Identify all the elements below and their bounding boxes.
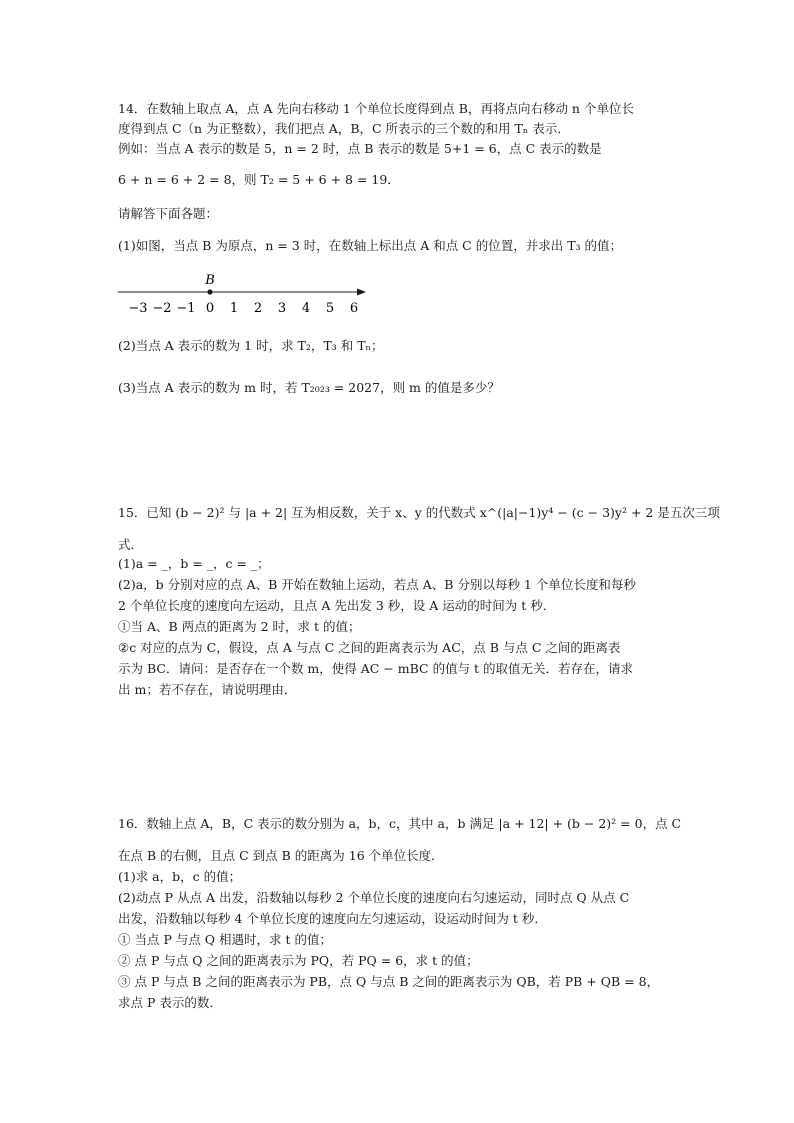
tick-label: 5 bbox=[325, 301, 335, 316]
number-line-figure bbox=[118, 272, 378, 322]
q15-line-9: 出 m；若不存在，请说明理由． bbox=[118, 682, 297, 697]
q14-line-4: 6 + n = 6 + 2 = 8，则 T₂ = 5 + 6 + 8 = 19． bbox=[118, 172, 400, 187]
q15-line-8: 示为 BC．请问：是否存在一个数 m，使得 AC − mBC 的值与 t 的取值无关．若存在，请求 bbox=[118, 661, 634, 676]
point-b-label: B bbox=[205, 273, 215, 288]
q15-line-5: 2 个单位长度的速度向左运动，且点 A 先出发 3 秒，设 A 运动的时间为 t 秒． bbox=[118, 598, 556, 613]
q14-part-3: (3)当点 A 表示的数为 m 时，若 T₂₀₂₃ = 2027，则 m 的值是多少？ bbox=[118, 380, 500, 395]
tick-label: −1 bbox=[176, 301, 196, 316]
q15-line-1: 15．已知 (b − 2)² 与 |a + 2| 互为相反数，关于 x、y 的代数式 x^(|a|−1)y⁴ − (c − 3)y² + 2 是五次三项 bbox=[118, 505, 720, 520]
q14-line-3: 例如：当点 A 表示的数是 5，n = 2 时，点 B 表示的数是 5+1 = 6，点 C 表示的数是 bbox=[118, 141, 602, 156]
tick-label: 6 bbox=[349, 301, 359, 316]
q15-line-2: 式． bbox=[118, 537, 144, 552]
q16-line-2: 在点 B 的右侧，且点 C 到点 B 的距离为 16 个单位长度． bbox=[118, 848, 444, 863]
q16-line-6: ① 当点 P 与点 Q 相遇时，求 t 的值； bbox=[118, 932, 332, 947]
q15-line-4: (2)a，b 分别对应的点 A、B 开始在数轴上运动，若点 A、B 分别以每秒 1 个单位长度和每秒 bbox=[118, 577, 636, 592]
number-line-ticks bbox=[128, 301, 358, 316]
q14-line-5: 请解答下面各题： bbox=[118, 206, 219, 221]
tick-label: 2 bbox=[253, 301, 263, 316]
q16-line-8: ③ 点 P 与点 B 之间的距离表示为 PB，点 Q 与点 B 之间的距离表示为 QB，若 PB + QB = 8， bbox=[118, 974, 660, 989]
q14-line-1: 14．在数轴上取点 A，点 A 先向右移动 1 个单位长度得到点 B，再将点向右移动 n 个单位长 bbox=[118, 101, 634, 116]
q14-line-2: 度得到点 C（n 为正整数），我们把点 A，B，C 所表示的三个数的和用 Tₙ 表示． bbox=[118, 121, 570, 136]
tick-label: 3 bbox=[277, 301, 287, 316]
q14-part-1: (1)如图，当点 B 为原点，n = 3 时，在数轴上标出点 A 和点 C 的位置，并求出 T₃ 的值； bbox=[118, 238, 623, 253]
tick-label: −2 bbox=[152, 301, 172, 316]
q16-line-4: (2)动点 P 从点 A 出发，沿数轴以每秒 2 个单位长度的速度向右匀速运动，同时点 Q 从点 C bbox=[118, 890, 630, 905]
q16-line-3: (1)求 a，b，c 的值； bbox=[118, 869, 242, 884]
point-b-dot bbox=[207, 289, 212, 294]
q16-line-5: 出发，沿数轴以每秒 4 个单位长度的速度向左匀速运动，设运动时间为 t 秒． bbox=[118, 911, 547, 926]
tick-label: 0 bbox=[205, 301, 215, 316]
q15-line-3: (1)a = _，b = _，c = _； bbox=[118, 556, 270, 571]
q16-line-9: 求点 P 表示的数． bbox=[118, 995, 222, 1010]
q16-line-1: 16．数轴上点 A，B，C 表示的数分别为 a，b，c，其中 a，b 满足 |a + 12| + (b − 2)² = 0，点 C bbox=[118, 816, 682, 831]
q15-line-7: ②c 对应的点为 C，假设，点 A 与点 C 之间的距离表示为 AC，点 B 与点 C 之间的距离表 bbox=[118, 640, 621, 655]
tick-label: 1 bbox=[229, 301, 239, 316]
tick-label: −3 bbox=[128, 301, 148, 316]
tick-label: 4 bbox=[301, 301, 311, 316]
q14-part-2: (2)当点 A 表示的数为 1 时，求 T₂，T₃ 和 Tₙ； bbox=[118, 338, 384, 353]
q15-line-6: ①当 A、B 两点的距离为 2 时，求 t 的值； bbox=[118, 619, 361, 634]
arrow-right-icon bbox=[357, 289, 366, 296]
q16-line-7: ② 点 P 与点 Q 之间的距离表示为 PQ，若 PQ = 6，求 t 的值； bbox=[118, 953, 479, 968]
